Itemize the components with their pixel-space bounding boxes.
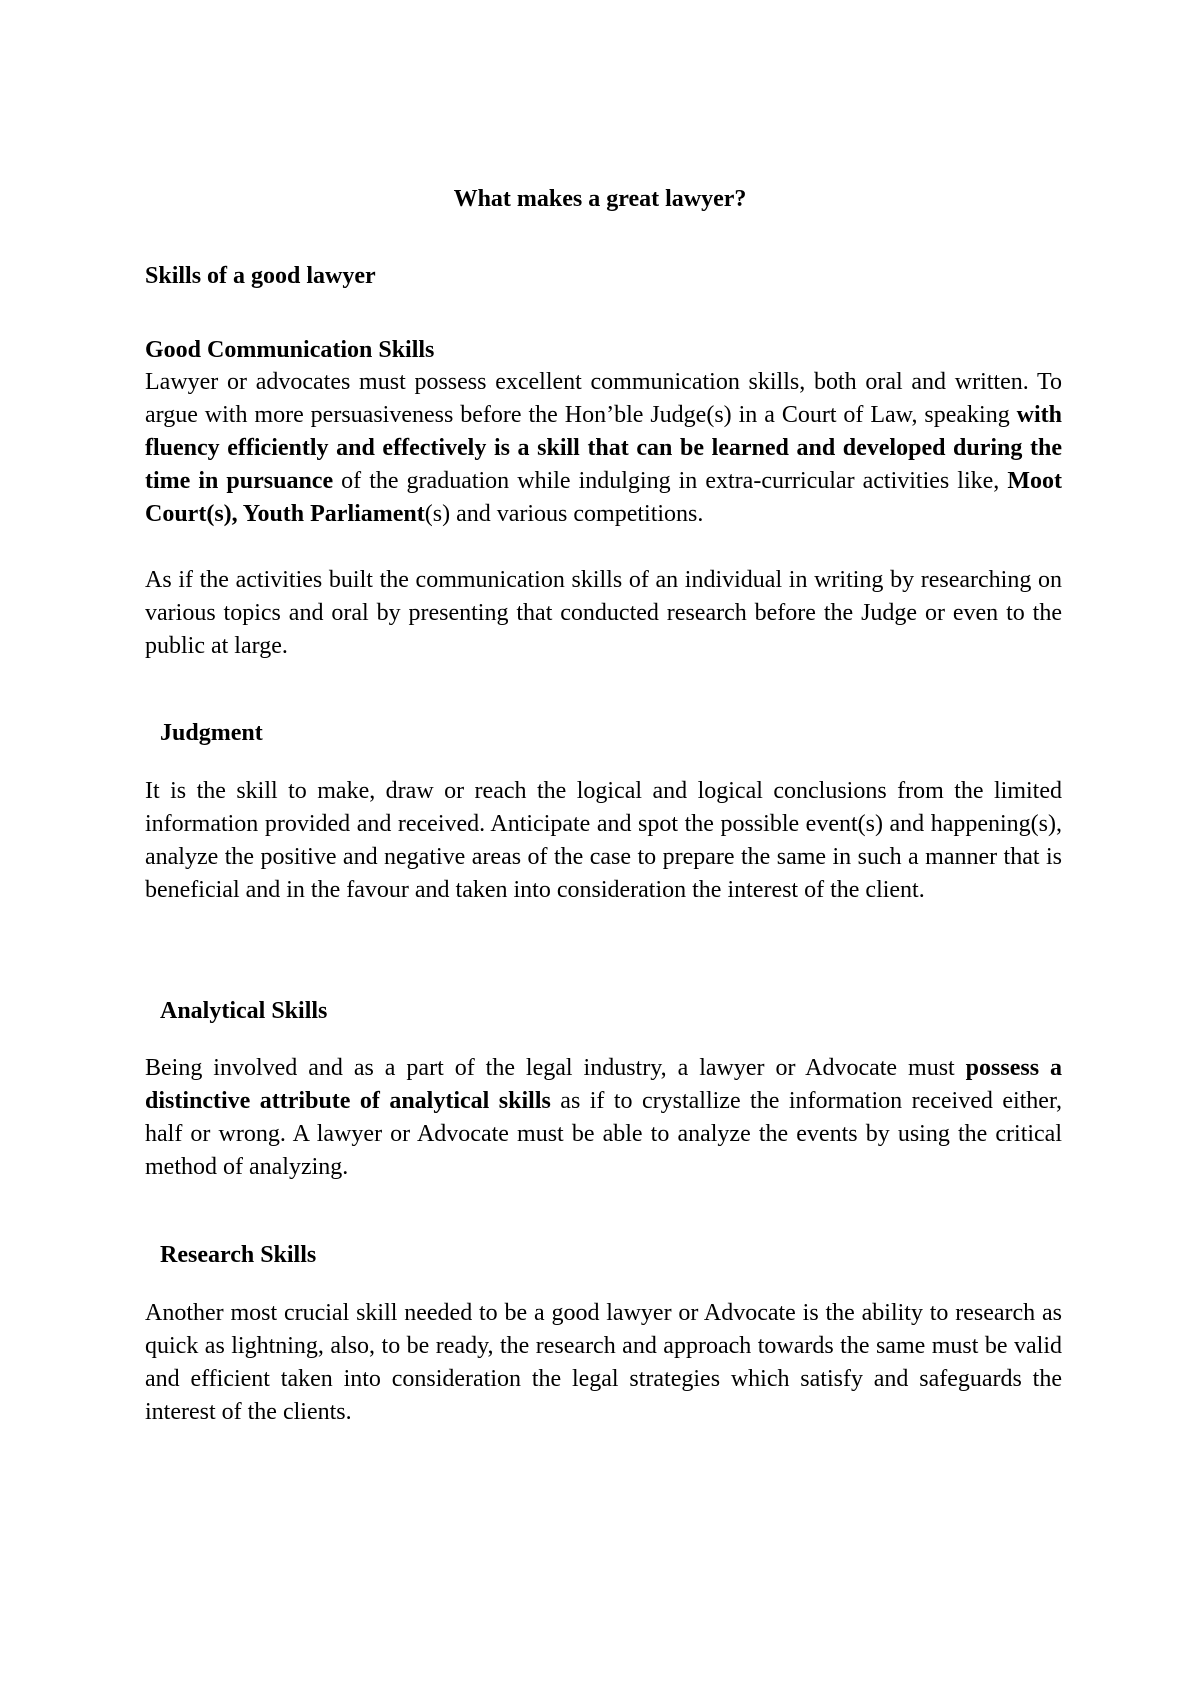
judgment-heading: Judgment <box>160 720 263 746</box>
analytical-paragraph <box>145 1052 1062 1184</box>
communication-text-e: (s), <box>206 501 243 527</box>
communication-text-g: (s) and various competitions. <box>424 501 704 527</box>
communication-text-c: of the graduation while indulging in extra-curricular activities like, <box>333 468 1008 494</box>
section-heading: Skills of a good lawyer <box>145 263 376 289</box>
moot-court-text: Moot Court <box>145 468 1062 527</box>
analytical-text-c: as if to crystallize the information received either, half or wrong. A lawyer or Advocate must be able to analyze the events by using the critical method of analyzing. <box>145 1088 1062 1180</box>
analytical-text-a: Being involved and as a part of the legal industry, a lawyer or Advocate must <box>145 1055 966 1081</box>
communication-paragraph-2: As if the activities built the communication skills of an individual in writing by researching on various topics and oral by presenting that conducted research before the Judge or even to the public at large. <box>145 567 1062 659</box>
communication-heading: Good Communication Skills <box>145 337 435 363</box>
communication-text-a: Lawyer or advocates must possess excellent communication skills, both oral and written. To argue with more persuasiveness before the Hon’ble Judge(s) in a Court of Law, speaking <box>145 369 1062 428</box>
analytical-text-b: possess a distinctive attribute of analytical skills <box>145 1055 1062 1114</box>
analytical-heading: Analytical Skills <box>160 998 328 1024</box>
communication-paragraph-1 <box>145 366 1062 531</box>
research-heading: Research Skills <box>160 1242 317 1268</box>
judgment-paragraph: It is the skill to make, draw or reach the logical and logical conclusions from the limited information provided and received. Anticipate and spot the possible event(s) and happening(s), analyze the positive and negative areas of the case to prepare the same in such a manner that is beneficial and in the favour and taken into consideration the interest of the client. <box>145 778 1062 903</box>
research-paragraph: Another most crucial skill needed to be a good lawyer or Advocate is the ability to research as quick as lightning, also, to be ready, the research and approach towards the same must be valid and efficient taken into consideration the legal strategies which satisfy and safeguards the interest of the clients. <box>145 1300 1062 1425</box>
communication-text-b: with fluency efficiently and effectively is a skill that can be learned and developed during the time in pursuance <box>145 402 1062 494</box>
page-title: What makes a great lawyer? <box>453 186 747 212</box>
youth-parliament-text: Youth Parliament <box>242 501 425 527</box>
